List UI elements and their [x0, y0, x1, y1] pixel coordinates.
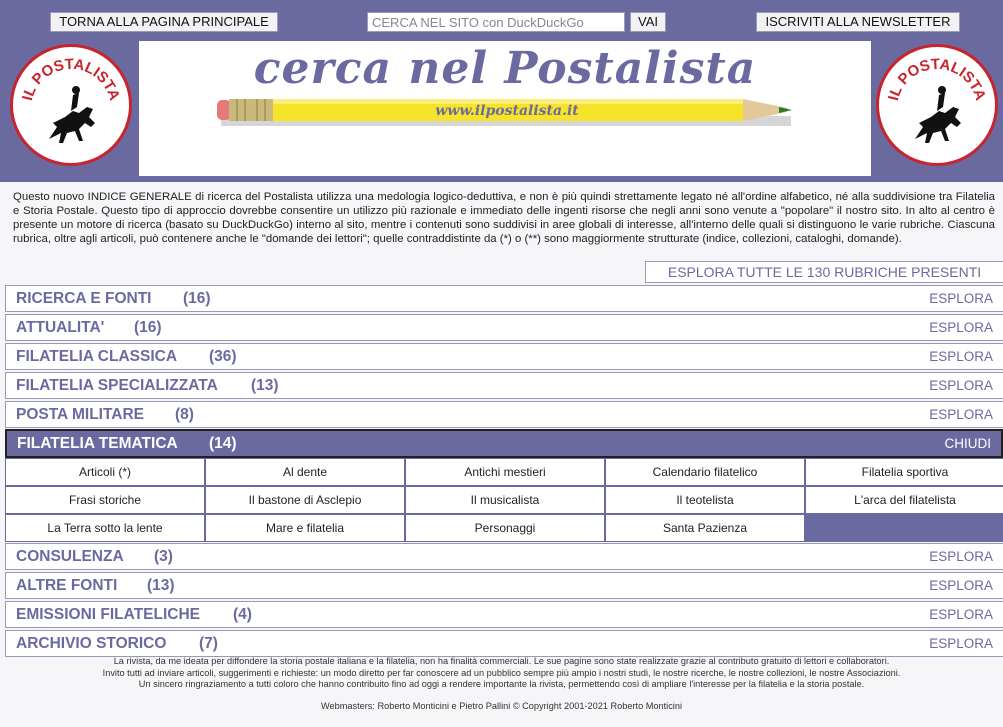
logo-lettering: IL POSTALISTA — [19, 55, 123, 103]
explore-all-button[interactable]: ESPLORA TUTTE LE 130 RUBRICHE PRESENTI — [645, 261, 1003, 283]
subcategory-item[interactable]: Mare e filatelia — [206, 515, 404, 541]
category-name: ATTUALITA' — [16, 319, 105, 336]
search-input[interactable] — [367, 12, 625, 32]
home-button[interactable]: TORNA ALLA PAGINA PRINCIPALE — [50, 12, 278, 32]
explore-link[interactable]: ESPLORA — [929, 320, 993, 335]
horse-rider-icon — [13, 47, 129, 163]
category-name: FILATELIA CLASSICA — [16, 348, 178, 365]
category-attualita[interactable] — [5, 314, 1003, 341]
category-name: ALTRE FONTI — [16, 577, 118, 594]
explore-link[interactable]: ESPLORA — [929, 607, 993, 622]
footer-line: Un sincero ringraziamento a tutti coloro che hanno contribuito fino ad oggi a rendere importante la rivista, permettendo così di ampliare l'interesse per la filatelia e la storia postale. — [138, 679, 865, 689]
header-bar — [0, 0, 1003, 182]
explore-link[interactable]: ESPLORA — [929, 407, 993, 422]
explore-link[interactable]: ESPLORA — [929, 578, 993, 593]
category-posta-militare[interactable] — [5, 401, 1003, 428]
category-count: (16) — [183, 290, 211, 307]
category-count: (16) — [134, 319, 162, 336]
category-name: FILATELIA SPECIALIZZATA — [16, 377, 218, 394]
category-name: POSTA MILITARE — [16, 406, 145, 423]
category-name: FILATELIA TEMATICA — [17, 435, 178, 452]
explore-link[interactable]: ESPLORA — [929, 549, 993, 564]
category-archivio-storico[interactable] — [5, 630, 1003, 657]
category-filatelia-specializzata[interactable] — [5, 372, 1003, 399]
category-count: (7) — [199, 635, 218, 652]
category-filatelia-tematica[interactable] — [5, 429, 1003, 458]
postalista-logo-left[interactable] — [10, 44, 132, 166]
subcategory-item[interactable]: Il musicalista — [406, 487, 604, 513]
subcategory-item[interactable]: Al dente — [206, 459, 404, 485]
explore-link[interactable]: ESPLORA — [929, 378, 993, 393]
category-count: (13) — [147, 577, 175, 594]
category-count: (36) — [209, 348, 237, 365]
explore-link[interactable]: ESPLORA — [929, 636, 993, 651]
search-banner — [139, 41, 871, 176]
category-name: CONSULENZA — [16, 548, 124, 565]
subcategory-item[interactable]: La Terra sotto la lente — [6, 515, 204, 541]
category-ricerca-e-fonti[interactable] — [5, 285, 1003, 312]
horse-rider-icon — [879, 47, 995, 163]
subcategory-item[interactable]: Calendario filatelico — [606, 459, 804, 485]
footer-line: Invito tutti ad inviare articoli, suggerimenti e richieste: un modo diretto per far conoscere ad un pubblico sempre più ampio i nostri studi, le nostre ricerche, le nostre collezioni, le nostre Associazioni. — [102, 667, 901, 678]
category-emissioni-filateliche[interactable] — [5, 601, 1003, 628]
category-name: ARCHIVIO STORICO — [16, 635, 167, 652]
intro-text: Questo nuovo INDICE GENERALE di ricerca del Postalista utilizza una medologia logico-deduttiva, e non è più quindi strettamente legato né all'ordine alfabetico, né alla suddivisione tra Filatelia e Storia Postale. Questo tipo di approccio dovrebbe consentire un utilizzo più razionale e immediato delle ingenti risorse che negli anni sono venute a "popolare" il nostro sito. In alto al centro è presente un motore di ricerca (basato su DuckDuckGo) interno al sito, mentre i contenuti sono suddivisi in aree globali di interesse, all'interno delle quali si distinguono le varie rubriche. Ciascuna rubrica, oltre agli articoli, può contenere anche le "domande dei lettori"; quelle contraddistinte da (*) o (**) sono maggiormente strutturate (indice, collezioni, cataloghi, domande). — [13, 191, 995, 245]
pencil-icon — [217, 96, 807, 136]
explore-link[interactable]: ESPLORA — [929, 349, 993, 364]
category-name: EMISSIONI FILATELICHE — [16, 606, 200, 623]
close-link[interactable]: CHIUDI — [944, 436, 991, 451]
category-count: (4) — [233, 606, 252, 623]
category-count: (8) — [175, 406, 194, 423]
subcategory-item[interactable]: Frasi storiche — [6, 487, 204, 513]
subcategory-item[interactable]: Il bastone di Asclepio — [206, 487, 404, 513]
banner-title: cerca nel Postalista — [253, 43, 757, 94]
category-altre-fonti[interactable] — [5, 572, 1003, 599]
postalista-logo-right[interactable] — [876, 44, 998, 166]
logo-lettering: IL POSTALISTA — [885, 55, 989, 103]
category-name: RICERCA E FONTI — [16, 290, 152, 307]
category-count: (14) — [209, 435, 237, 452]
category-count: (3) — [154, 548, 173, 565]
subcategory-item[interactable]: Santa Pazienza — [606, 515, 804, 541]
subcategory-item[interactable]: Antichi mestieri — [406, 459, 604, 485]
subcategory-item[interactable]: Personaggi — [406, 515, 604, 541]
explore-link[interactable]: ESPLORA — [929, 291, 993, 306]
footer-line: La rivista, da me ideata per diffondere la storia postale italiana e la filatelia, non ha finalità commerciali. Le sue pagine sono state realizzate grazie al contributo gratuito di lettori e collaboratori. — [113, 656, 890, 666]
search-go-button[interactable]: VAI — [630, 12, 666, 32]
category-filatelia-classica[interactable] — [5, 343, 1003, 370]
banner-url: www.ilpostalista.it — [435, 103, 579, 119]
newsletter-button[interactable]: ISCRIVITI ALLA NEWSLETTER — [756, 12, 960, 32]
category-consulenza[interactable] — [5, 543, 1003, 570]
subcategory-item[interactable]: Filatelia sportiva — [806, 459, 1003, 485]
subcategory-item[interactable]: Articoli (*) — [6, 459, 204, 485]
footer-credits: Webmasters: Roberto Monticini e Pietro Pallini © Copyright 2001-2021 Roberto Monticini — [321, 701, 682, 711]
subcategory-grid — [5, 458, 1003, 542]
category-count: (13) — [251, 377, 279, 394]
footer-text — [0, 656, 1003, 691]
subcategory-item[interactable]: Il teotelista — [606, 487, 804, 513]
subcategory-item[interactable]: L'arca del filatelista — [806, 487, 1003, 513]
